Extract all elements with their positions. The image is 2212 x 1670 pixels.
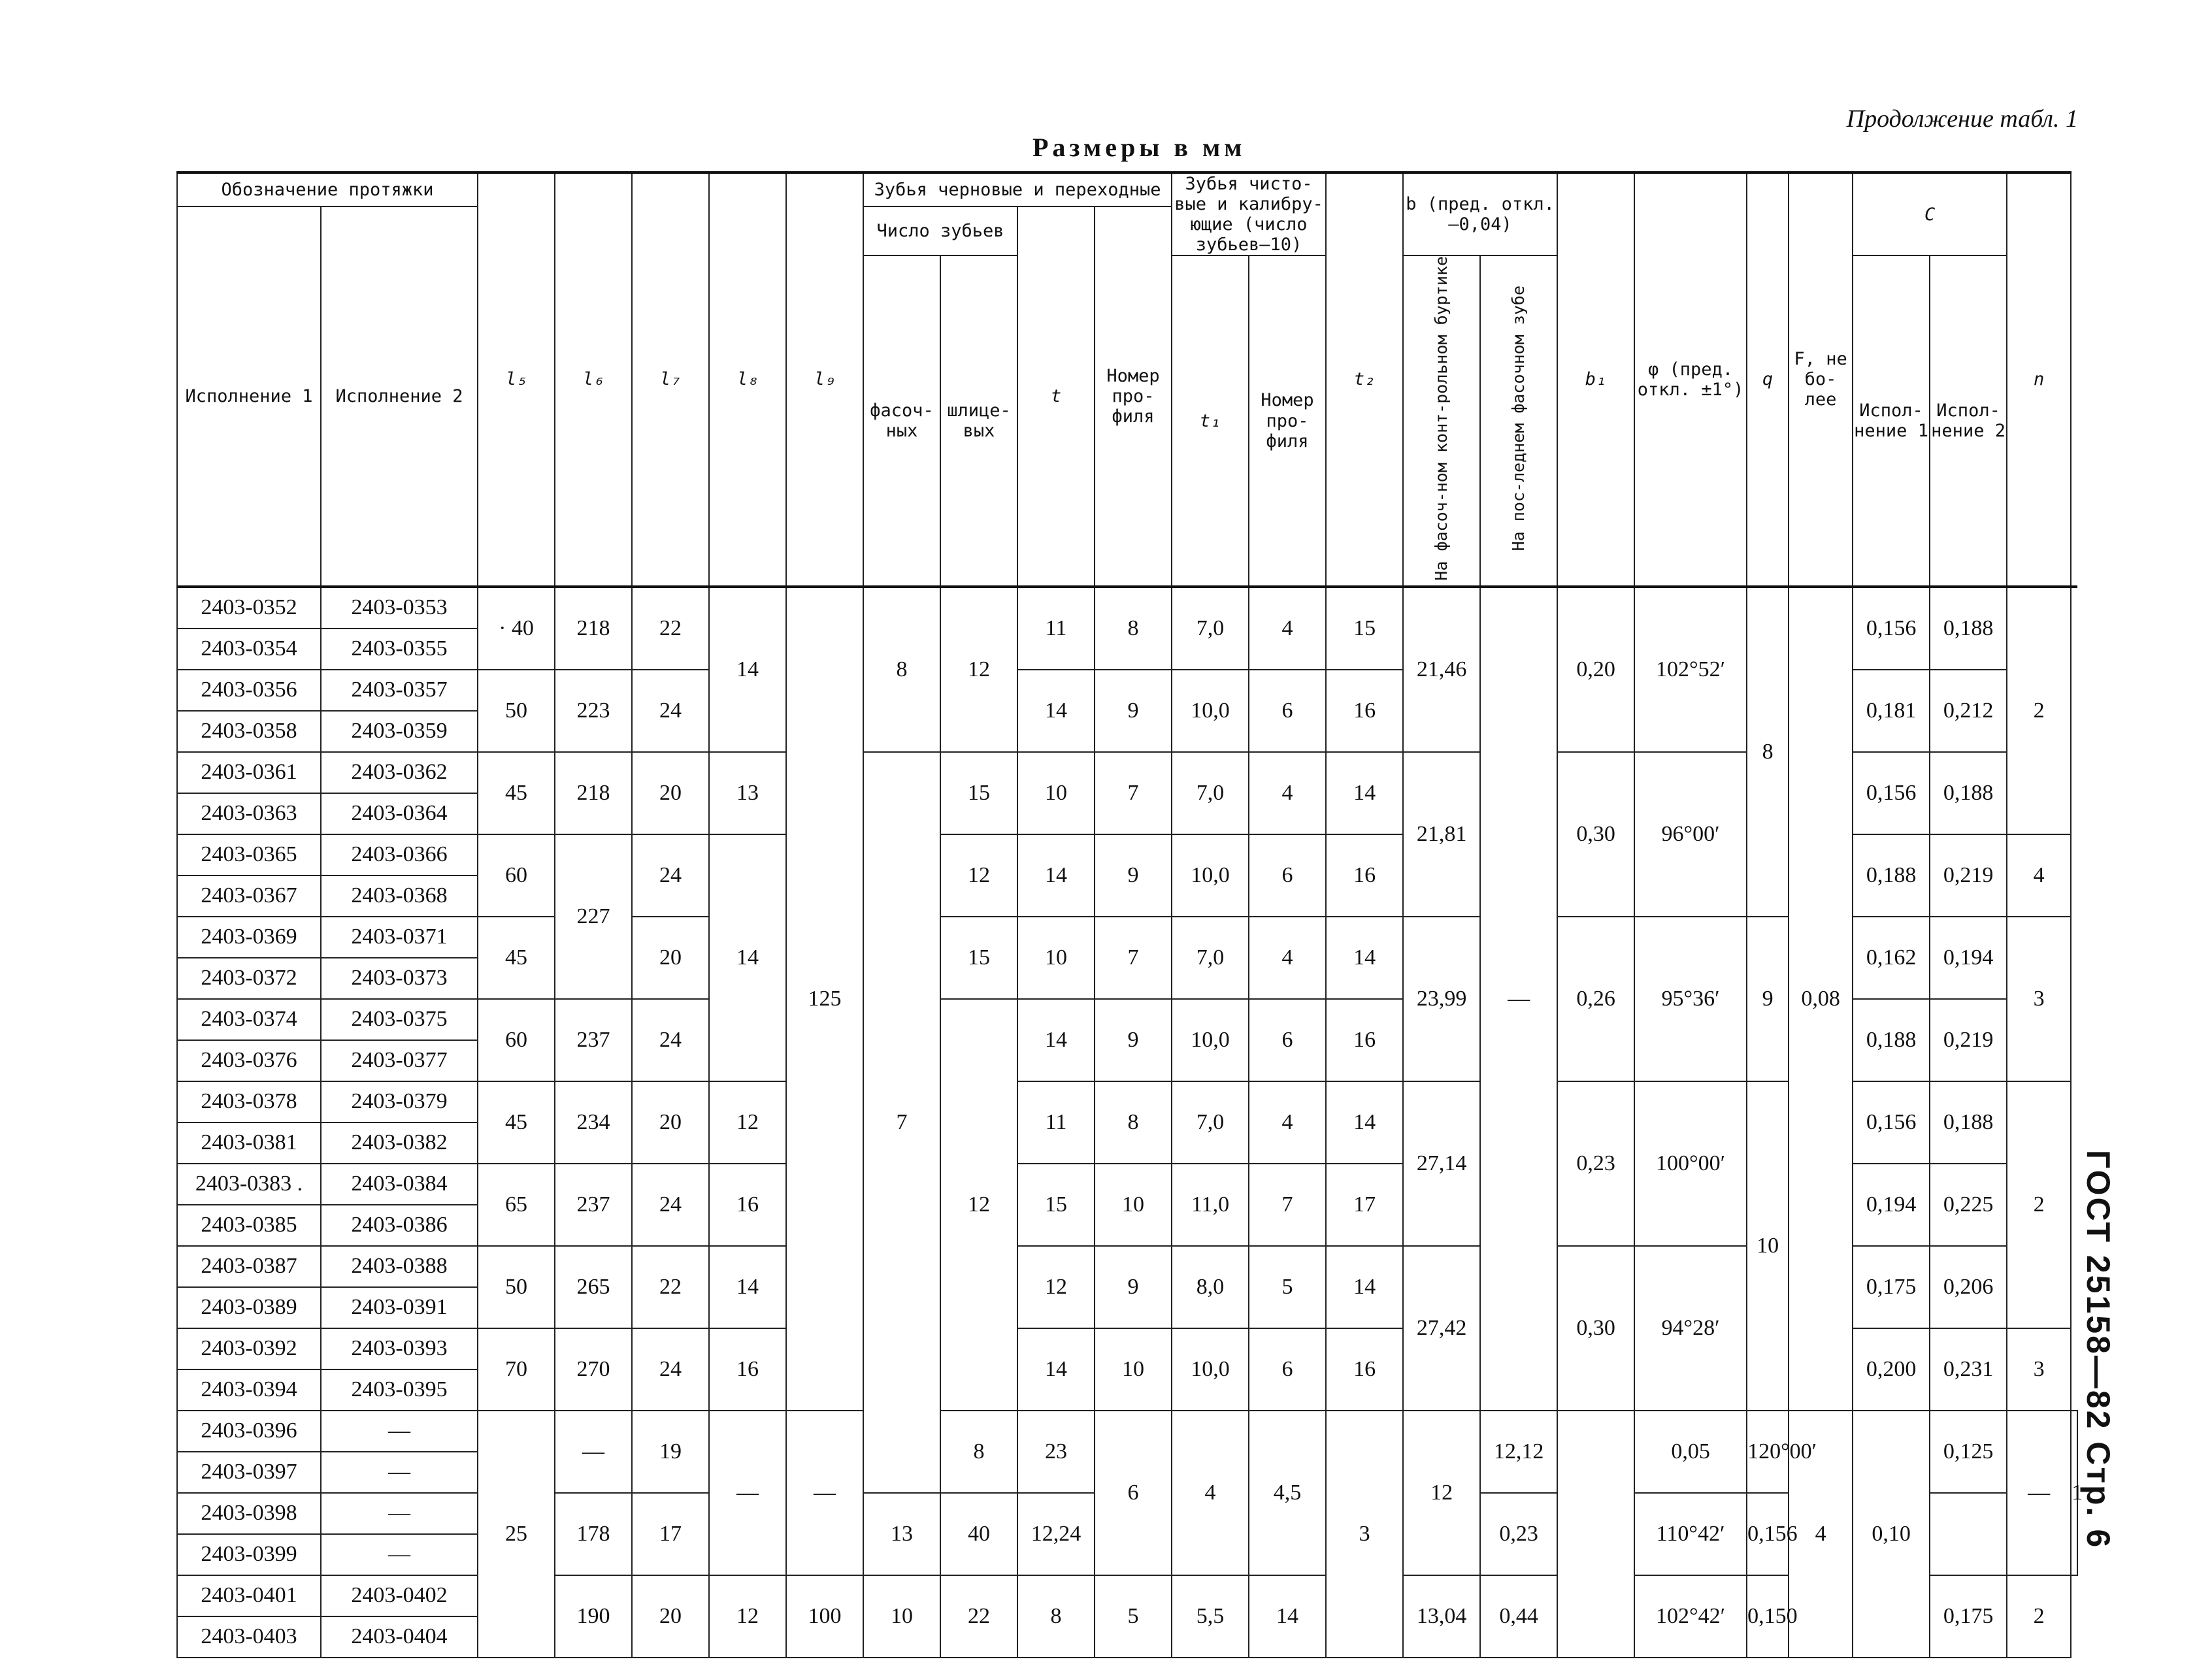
col-exec1: Исполнение 1 (177, 206, 321, 587)
l5-cell: 60 (478, 834, 555, 917)
table-title: Размеры в мм (1032, 133, 1246, 162)
b-cell: 12,12 (1480, 1411, 1557, 1493)
t1-cell: 10,0 (1172, 1328, 1249, 1411)
profile2-cell: 4 (1249, 1081, 1326, 1164)
col-rough-teeth: Зубья черновые и переходные (863, 172, 1172, 206)
b1-cell: 0,26 (1557, 917, 1634, 1081)
profile2-cell: 7 (1249, 1164, 1326, 1246)
col-l6: l₆ (555, 172, 632, 587)
l7-cell: 20 (632, 917, 709, 999)
designation-1: 2403-0356 (177, 670, 321, 711)
l9-cell: 100 (786, 1575, 863, 1658)
designation-2: 2403-0377 (321, 1040, 478, 1081)
designation-1: 2403-0376 (177, 1040, 321, 1081)
l8-cell: 12 (709, 1081, 786, 1164)
l6-cell: 237 (555, 999, 632, 1081)
l8-cell: 14 (709, 834, 786, 1081)
C2-cell: 0,212 (1930, 670, 2007, 752)
t-cell: 10 (1017, 752, 1095, 834)
col-chamfer: фасоч-ных (863, 255, 940, 587)
side-label (2080, 1150, 2163, 1550)
l5-cell: 65 (478, 1164, 555, 1246)
designation-1: 2403-0363 (177, 793, 321, 834)
t2-cell: 16 (1326, 1328, 1403, 1411)
col-t: t (1017, 206, 1095, 587)
t2-cell: 12 (1403, 1411, 1480, 1575)
designation-2: — (321, 1493, 478, 1534)
designation-2: 2403-0386 (321, 1205, 478, 1246)
b1-cell: 0,44 (1480, 1575, 1557, 1658)
designation-1: 2403-0367 (177, 876, 321, 917)
n-cell: 1 (2071, 1411, 2077, 1575)
designation-2: 2403-0402 (321, 1575, 478, 1616)
profile-cell: 10 (1095, 1164, 1172, 1246)
designation-2: 2403-0384 (321, 1164, 478, 1205)
C1-cell: 0,156 (1853, 587, 1930, 670)
l5-cell: 45 (478, 752, 555, 834)
l8-cell: 13 (709, 752, 786, 834)
n-cell: 4 (2007, 834, 2071, 917)
l5-cell: 45 (478, 1081, 555, 1164)
designation-1: 2403-0383 . (177, 1164, 321, 1205)
t-cell: 11 (1017, 587, 1095, 670)
designation-1: 2403-0403 (177, 1616, 321, 1658)
t1-cell: 8,0 (1172, 1246, 1249, 1328)
l9-cell: 125 (786, 587, 863, 1411)
C2-cell: 0,219 (1930, 999, 2007, 1081)
chamfer-cell: 8 (940, 1411, 1017, 1493)
C2-cell: 0,194 (1930, 917, 2007, 999)
l5-cell: 70 (478, 1328, 555, 1411)
l8-cell: 14 (709, 587, 786, 752)
profile-cell: 4 (1172, 1411, 1249, 1575)
col-l7: l₇ (632, 172, 709, 587)
col-b: b (пред. откл. —0,04) (1403, 172, 1557, 255)
designation-1: 2403-0397 (177, 1452, 321, 1493)
b-cell: 13,04 (1403, 1575, 1480, 1658)
l6-cell: 218 (555, 587, 632, 670)
col-profile-no: Номер про-филя (1095, 206, 1172, 587)
l7-cell: 24 (632, 1164, 709, 1246)
q-cell: 9 (1747, 917, 1789, 1081)
profile2-cell: 4 (1249, 917, 1326, 999)
t1-cell: 5,5 (1172, 1575, 1249, 1658)
C1-cell: 0,194 (1853, 1164, 1930, 1246)
designation-1: 2403-0381 (177, 1122, 321, 1164)
l5-cell: · 40 (478, 587, 555, 670)
l8-cell: 16 (709, 1164, 786, 1246)
t-cell: 6 (1095, 1411, 1172, 1575)
profile-cell: 10 (1095, 1328, 1172, 1411)
designation-2: 2403-0373 (321, 958, 478, 999)
C1-cell: 0,200 (1853, 1328, 1930, 1411)
col-t2: t₂ (1326, 172, 1403, 587)
b-last-cell (1557, 1411, 1634, 1658)
l5-cell: 50 (478, 1246, 555, 1328)
designation-2: 2403-0364 (321, 793, 478, 834)
col-l8: l₈ (709, 172, 786, 587)
b-cell: 12,24 (1017, 1493, 1095, 1575)
b-cell: 27,14 (1403, 1081, 1480, 1246)
col-teeth-count: Число зубьев (863, 206, 1017, 255)
t1-cell: 7,0 (1172, 1081, 1249, 1164)
t-cell: 10 (1017, 917, 1095, 999)
phi-cell: 95°36′ (1634, 917, 1747, 1081)
designation-1: 2403-0365 (177, 834, 321, 876)
l7-cell: 24 (632, 670, 709, 752)
chamfer-cell: 7 (863, 752, 940, 1493)
C2-cell: 0,188 (1930, 587, 2007, 670)
t-cell: 8 (1017, 1575, 1095, 1658)
col-F: F, не бо-лее (1789, 172, 1853, 587)
phi-cell: 102°52′ (1634, 587, 1747, 752)
profile-cell: 9 (1095, 999, 1172, 1081)
C2-cell: 0,219 (1930, 834, 2007, 917)
spline-cell: 40 (940, 1493, 1017, 1575)
t-cell: 11 (1017, 1081, 1095, 1164)
profile-cell: 5 (1095, 1575, 1172, 1658)
designation-2: 2403-0375 (321, 999, 478, 1040)
t2-cell: 14 (1326, 752, 1403, 834)
C1-cell: 0,156 (1853, 1081, 1930, 1164)
designation-1: 2403-0352 (177, 587, 321, 629)
C2-cell: 0,188 (1930, 1081, 2007, 1164)
l6-cell: — (555, 1411, 632, 1493)
col-b-last (1480, 255, 1557, 587)
t2-cell: 16 (1326, 670, 1403, 752)
profile-cell: 9 (1095, 834, 1172, 917)
n-cell: 2 (2007, 1081, 2071, 1328)
l7-cell: 24 (632, 834, 709, 917)
table-row (177, 1411, 2077, 1452)
C1-cell: 0,188 (1853, 999, 1930, 1081)
designation-2: 2403-0388 (321, 1246, 478, 1287)
l7-cell: 20 (632, 1575, 709, 1658)
profile-cell: 8 (1095, 587, 1172, 670)
l6-cell: 234 (555, 1081, 632, 1164)
t-cell: 14 (1017, 999, 1095, 1081)
designation-2: 2403-0379 (321, 1081, 478, 1122)
designation-2: 2403-0362 (321, 752, 478, 793)
designation-1: 2403-0361 (177, 752, 321, 793)
spline-cell: 15 (940, 752, 1017, 834)
spline-cell: 12 (940, 834, 1017, 917)
phi-cell: 96°00′ (1634, 752, 1747, 917)
l8-cell: 16 (709, 1328, 786, 1411)
col-C2: Испол-нение 2 (1930, 255, 2007, 587)
l7-cell: 20 (632, 752, 709, 834)
l7-cell: 19 (632, 1411, 709, 1493)
col-b-collar (1403, 255, 1480, 587)
t-cell: 15 (1017, 1164, 1095, 1246)
l7-cell: 22 (632, 587, 709, 670)
l6-cell: 223 (555, 670, 632, 752)
spline-cell: 22 (940, 1575, 1017, 1658)
designation-2: — (321, 1534, 478, 1575)
designation-1: 2403-0372 (177, 958, 321, 999)
b-cell: 21,81 (1403, 752, 1480, 917)
l8-cell: 14 (709, 1246, 786, 1328)
designation-1: 2403-0399 (177, 1534, 321, 1575)
designation-2: 2403-0366 (321, 834, 478, 876)
col-b1: b₁ (1557, 172, 1634, 587)
t1-cell: 4,5 (1249, 1411, 1326, 1575)
col-phi: φ (пред. откл. ±1°) (1634, 172, 1747, 587)
l6-cell: 190 (555, 1575, 632, 1658)
profile-cell: 8 (1095, 1081, 1172, 1164)
col-b-collar-label: На фасоч-ном конт-рольном буртике (1431, 256, 1451, 581)
b1-cell: 0,05 (1634, 1411, 1747, 1493)
t1-cell: 7,0 (1172, 752, 1249, 834)
profile2-cell: 6 (1249, 834, 1326, 917)
chamfer-cell: 13 (863, 1493, 940, 1575)
designation-2: 2403-0355 (321, 629, 478, 670)
chamfer-cell: 10 (863, 1575, 940, 1658)
n-cell: 2 (2007, 1575, 2071, 1658)
designation-2: 2403-0353 (321, 587, 478, 629)
designation-2: — (321, 1411, 478, 1452)
l7-cell: 24 (632, 1328, 709, 1411)
designation-1: 2403-0398 (177, 1493, 321, 1534)
t-cell: 14 (1017, 834, 1095, 917)
designation-1: 2403-0358 (177, 711, 321, 752)
C1-cell: 0,125 (1930, 1411, 2007, 1493)
t2-cell: 17 (1326, 1164, 1403, 1246)
l8-cell: 12 (709, 1575, 786, 1658)
n-cell: 2 (2007, 587, 2071, 834)
col-t1: t₁ (1172, 255, 1249, 587)
l6-cell: 218 (555, 752, 632, 834)
phi-cell: 102°42′ (1634, 1575, 1747, 1658)
phi-cell: 100°00′ (1634, 1081, 1747, 1246)
col-designation: Обозначение протяжки (177, 172, 478, 206)
col-l9: l₉ (786, 172, 863, 587)
t2-cell: 14 (1326, 917, 1403, 999)
C1-cell: 0,156 (1747, 1493, 1789, 1575)
F-cell: 0,10 (1853, 1411, 1930, 1658)
b1-cell: 0,30 (1557, 1246, 1634, 1411)
C1-cell: 0,150 (1747, 1575, 1789, 1658)
l7-cell: 17 (632, 1493, 709, 1575)
designation-1: 2403-0369 (177, 917, 321, 958)
l5-cell: 50 (478, 670, 555, 752)
designation-1: 2403-0385 (177, 1205, 321, 1246)
col-n: n (2007, 172, 2071, 587)
table-row (177, 587, 2077, 629)
C1-cell: 0,175 (1853, 1246, 1930, 1328)
C2-cell: — (2007, 1411, 2071, 1575)
profile2-cell: 3 (1326, 1411, 1403, 1658)
t2-cell: 14 (1249, 1575, 1326, 1658)
profile2-cell: 6 (1249, 670, 1326, 752)
l6-cell: 237 (555, 1164, 632, 1246)
t1-cell: 10,0 (1172, 999, 1249, 1081)
n-cell: 3 (2007, 917, 2071, 1081)
profile2-cell: 4 (1249, 752, 1326, 834)
t1-cell: 10,0 (1172, 834, 1249, 917)
designation-1: 2403-0396 (177, 1411, 321, 1452)
col-q: q (1747, 172, 1789, 587)
profile2-cell: 6 (1249, 1328, 1326, 1411)
t2-cell: 16 (1326, 834, 1403, 917)
col-finish-teeth: Зубья чисто-вые и калибру-ющие (число зубьев—10) (1172, 172, 1326, 255)
b-last-cell: — (1480, 587, 1557, 1411)
spline-cell: 12 (940, 999, 1017, 1411)
chamfer-cell: 8 (863, 587, 940, 752)
profile2-cell: 5 (1249, 1246, 1326, 1328)
profile2-cell: 4 (1249, 587, 1326, 670)
C1-cell: 0,162 (1853, 917, 1930, 999)
l7-cell: 22 (632, 1246, 709, 1328)
col-profile-no-2: Номер про-филя (1249, 255, 1326, 587)
table-header (177, 172, 2077, 587)
q-cell: 10 (1747, 1081, 1789, 1411)
l6-cell: 178 (555, 1493, 632, 1575)
designation-1: 2403-0401 (177, 1575, 321, 1616)
C1-cell: 0,188 (1853, 834, 1930, 917)
t2-cell: 16 (1326, 999, 1403, 1081)
phi-cell: 120°00′ (1747, 1411, 1789, 1493)
b1-cell: 0,23 (1480, 1493, 1557, 1575)
designation-2: 2403-0368 (321, 876, 478, 917)
profile-cell: 9 (1095, 670, 1172, 752)
l8-cell: — (709, 1411, 786, 1575)
profile-cell: 7 (1095, 917, 1172, 999)
F-cell: 0,08 (1789, 587, 1853, 1411)
l6-cell: 227 (555, 834, 632, 999)
profile2-cell: 6 (1249, 999, 1326, 1081)
designation-2: 2403-0404 (321, 1616, 478, 1658)
q-cell: 8 (1747, 587, 1789, 917)
C2-cell: 0,206 (1930, 1246, 2007, 1328)
designation-1: 2403-0378 (177, 1081, 321, 1122)
b-cell: 23,99 (1403, 917, 1480, 1081)
designation-2: 2403-0391 (321, 1287, 478, 1328)
t1-cell: 7,0 (1172, 587, 1249, 670)
t-cell: 14 (1017, 670, 1095, 752)
profile-cell: 7 (1095, 752, 1172, 834)
spline-cell: 23 (1017, 1411, 1095, 1493)
phi-cell: 94°28′ (1634, 1246, 1747, 1411)
b1-cell: 0,20 (1557, 587, 1634, 752)
q-cell: 4 (1789, 1411, 1853, 1658)
designation-1: 2403-0392 (177, 1328, 321, 1369)
t1-cell: 10,0 (1172, 670, 1249, 752)
col-l5: l₅ (478, 172, 555, 587)
designation-1: 2403-0387 (177, 1246, 321, 1287)
designation-2: 2403-0382 (321, 1122, 478, 1164)
l6-cell: 265 (555, 1246, 632, 1328)
dimensions-table (176, 171, 2083, 1658)
l9-cell: — (786, 1411, 863, 1575)
C2-cell: 0,231 (1930, 1328, 2007, 1411)
spline-cell: 12 (940, 587, 1017, 752)
b1-cell: 0,23 (1557, 1081, 1634, 1246)
l6-cell: 270 (555, 1328, 632, 1411)
t2-cell: 14 (1326, 1081, 1403, 1164)
t2-cell: 14 (1326, 1246, 1403, 1328)
b1-cell: 0,30 (1557, 752, 1634, 917)
t2-cell: 15 (1326, 587, 1403, 670)
table-body (177, 587, 2083, 1658)
l5-cell: 45 (478, 917, 555, 999)
b-cell: 27,42 (1403, 1246, 1480, 1411)
C2-cell: 0,188 (1930, 752, 2007, 834)
designation-2: 2403-0393 (321, 1328, 478, 1369)
spline-cell: 15 (940, 917, 1017, 999)
designation-2: 2403-0371 (321, 917, 478, 958)
l5-cell: 60 (478, 999, 555, 1081)
C1-cell: 0,181 (1853, 670, 1930, 752)
b-cell: 21,46 (1403, 587, 1480, 752)
designation-1: 2403-0389 (177, 1287, 321, 1328)
phi-cell: 110°42′ (1634, 1493, 1747, 1575)
col-b-last-label: На пос-леднем фасочном зубе (1508, 286, 1528, 551)
C2-cell: 0,225 (1930, 1164, 2007, 1246)
l7-cell: 20 (632, 1081, 709, 1164)
col-C1: Испол-нение 1 (1853, 255, 1930, 587)
l5-cell: 25 (478, 1411, 555, 1658)
designation-2: 2403-0359 (321, 711, 478, 752)
col-spline: шлице-вых (940, 255, 1017, 587)
n-cell: 3 (2007, 1328, 2071, 1411)
designation-1: 2403-0394 (177, 1369, 321, 1411)
designation-1: 2403-0374 (177, 999, 321, 1040)
t-cell: 14 (1017, 1328, 1095, 1411)
profile-cell: 9 (1095, 1246, 1172, 1328)
t1-cell: 7,0 (1172, 917, 1249, 999)
designation-2: — (321, 1452, 478, 1493)
C2-cell: 0,175 (1930, 1575, 2007, 1658)
t1-cell: 11,0 (1172, 1164, 1249, 1246)
t-cell: 12 (1017, 1246, 1095, 1328)
designation-2: 2403-0395 (321, 1369, 478, 1411)
designation-2: 2403-0357 (321, 670, 478, 711)
designation-1: 2403-0354 (177, 629, 321, 670)
l7-cell: 24 (632, 999, 709, 1081)
side-label-text: ГОСТ 25158—82 Стр. 6 (2080, 1150, 2117, 1550)
C1-cell: 0,156 (1853, 752, 1930, 834)
col-exec2: Исполнение 2 (321, 206, 478, 587)
continuation-note: Продолжение табл. 1 (1846, 105, 2078, 133)
col-C: C (1853, 172, 2007, 255)
